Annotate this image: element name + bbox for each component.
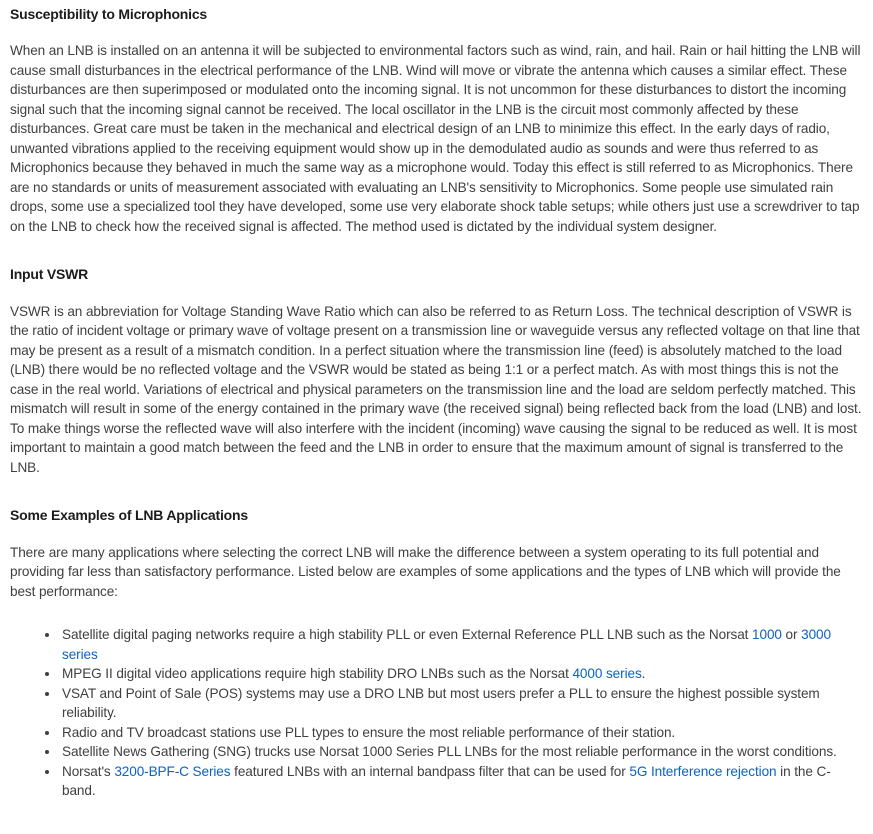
inline-link[interactable]: 3200-BPF-C Series <box>114 763 231 779</box>
list-item <box>60 684 863 723</box>
section-input-vswr <box>10 267 863 477</box>
list-item <box>60 742 863 762</box>
section-heading-input-vswr: Input VSWR <box>10 266 89 283</box>
list-item-text: Satellite digital paging networks require a high stability PLL or even External Reference PLL LNB such as the Norsat <box>62 627 753 643</box>
lnb-applications-list <box>10 625 863 801</box>
section-lnb-applications <box>10 508 863 800</box>
paragraph-lnb-applications-intro: There are many applications where selecting the correct LNB will make the difference between a system operating to its full potential and providing far less than satisfactory performance. Listed below are examples of some applications and the types of LNB which will provide the best performance: <box>10 544 841 599</box>
section-microphonics <box>10 7 863 236</box>
list-item-text: Norsat's <box>62 763 115 779</box>
paragraph-input-vswr: VSWR is an abbreviation for Voltage Standing Wave Ratio which can also be referred to as Return Loss. The technical description of VSWR is the ratio of incident voltage or primary wave of voltage present on a transmission line or waveguide versus any reflected voltage on that line that may be present as a result of a mismatch condition. In a perfect situation where the transmission line (feed) is absolutely matched to the load (LNB) there would be no reflected voltage and the VSWR would be stated as being 1:1 or a perfect match. As with most things this is not the case in the real world. Variations of electrical and physical parameters on the transmission line and the load are seldom perfectly matched. This mismatch will result in some of the energy contained in the primary wave (the received signal) being reflected back from the load (LNB) and lost. To make things worse the reflected wave will also interfere with the incident (incoming) wave causing the signal to be reduced as well. It is most important to maintain a good match between the feed and the LNB in order to ensure that the maximum amount of signal is transferred to the LNB. <box>10 303 862 475</box>
list-item-text: MPEG II digital video applications require high stability DRO LNBs such as the Norsat <box>62 666 573 682</box>
list-item-text: VSAT and Point of Sale (POS) systems may use a DRO LNB but most users prefer a PLL to ensure the highest possible system reliability. <box>62 685 820 721</box>
inline-link[interactable]: 1000 <box>752 627 782 643</box>
list-item <box>60 664 863 684</box>
paragraph-microphonics: When an LNB is installed on an antenna it will be subjected to environmental factors such as wind, rain, and hail. Rain or hail hitting the LNB will cause small disturbances in the electrical performance of the LNB. Wind will move or vibrate the antenna which causes a similar effect. These disturbances are then superimposed or modulated onto the incoming signal. It is not uncommon for these disturbances to distort the incoming signal such that the incoming signal cannot be received. The local oscillator in the LNB is the circuit most commonly affected by these disturbances. Great care must be taken in the mechanical and electrical design of an LNB to minimize this effect. In the early days of radio, unwanted vibrations applied to the receiving equipment would show up in the demodulated audio as sounds and were thus referred to as Microphonics because they behaved in much the same way as a microphone would. Today this effect is still referred to as Microphonics. There are no standards or units of measurement associated with evaluating an LNB's sensitivity to Microphonics. Some people use simulated rain drops, some use a specialized tool they have developed, some use very elaborate shock table setups; while others just use a screwdriver to tap on the LNB to check how the received signal is affected. The method used is dictated by the individual system designer. <box>10 43 861 234</box>
inline-link[interactable]: 3000 series <box>62 627 831 662</box>
list-item-text: in the C-band. <box>62 763 831 799</box>
list-item-text: Satellite News Gathering (SNG) trucks use Norsat 1000 Series PLL LNBs for the most reliable performance in the worst conditions. <box>62 744 837 760</box>
inline-link[interactable]: 5G Interference rejection <box>629 763 777 779</box>
section-heading-lnb-applications: Some Examples of LNB Applications <box>10 507 248 524</box>
list-item <box>60 723 863 743</box>
list-item-text: . <box>641 666 646 682</box>
section-heading-microphonics: Susceptibility to Microphonics <box>10 6 208 22</box>
list-item-text: or <box>781 627 802 643</box>
list-item-text: featured LNBs with an internal bandpass filter that can be used for <box>230 763 630 779</box>
list-item-text: Radio and TV broadcast stations use PLL types to ensure the most reliable performance of their station. <box>62 724 676 740</box>
list-item <box>60 762 863 801</box>
list-item <box>60 625 863 664</box>
inline-link[interactable]: 4000 series <box>572 666 642 682</box>
